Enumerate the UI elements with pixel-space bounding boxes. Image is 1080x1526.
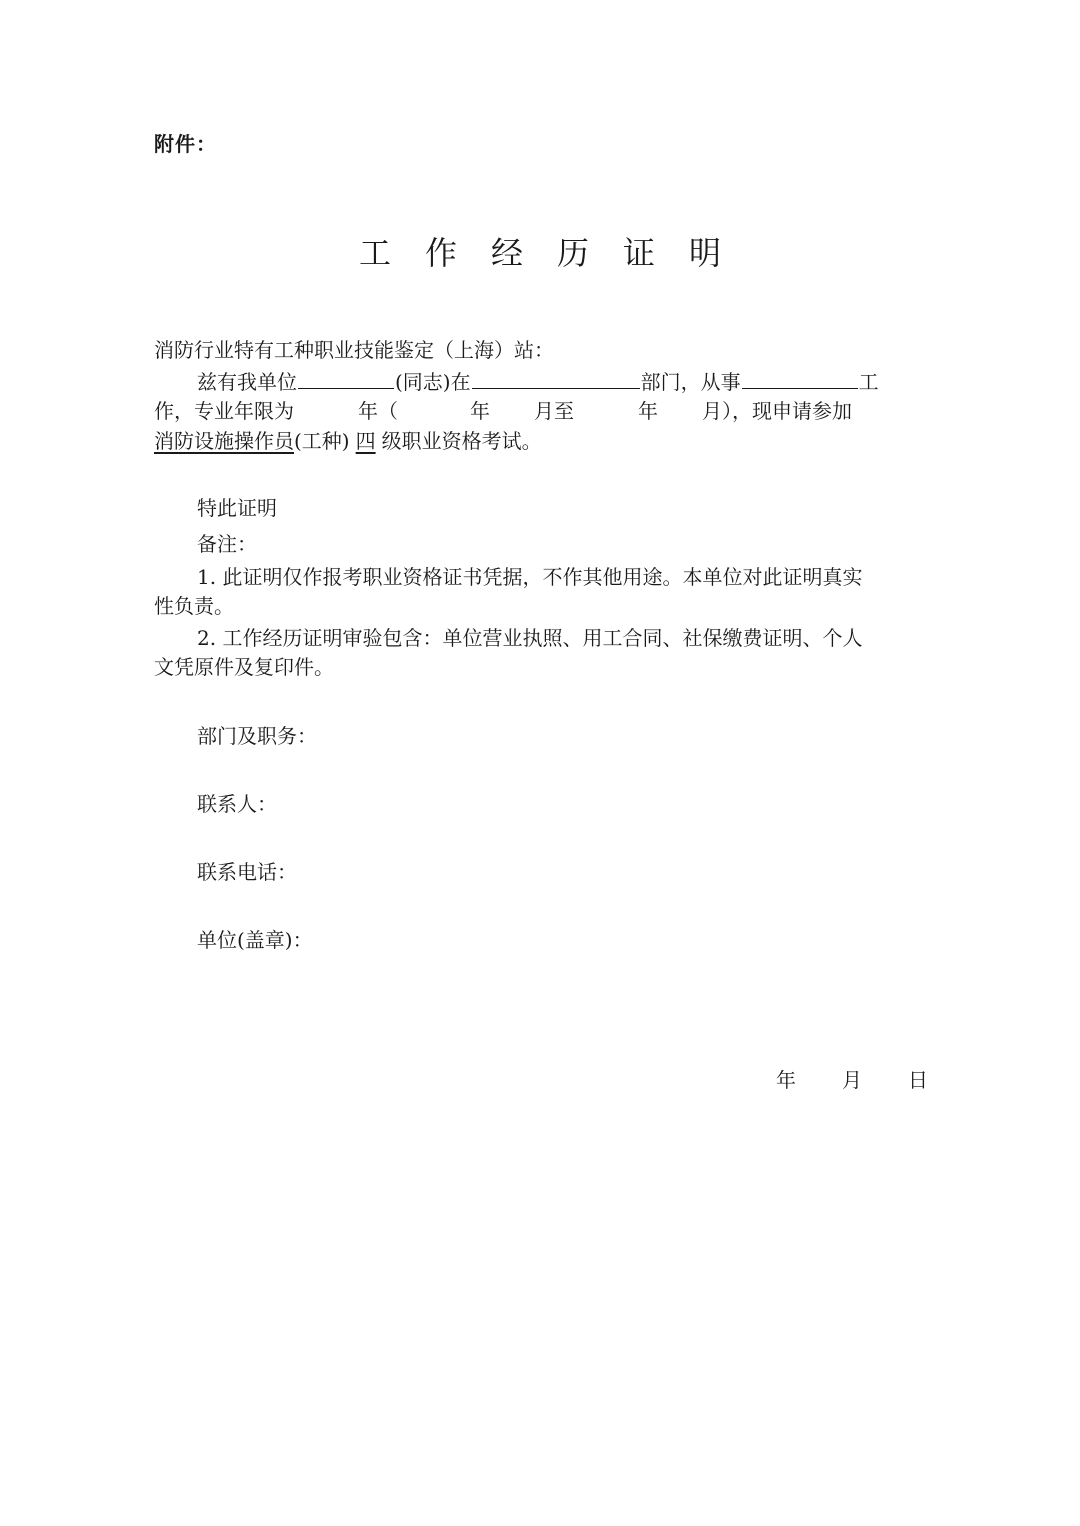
attachment-label: 附件： [154,132,217,156]
unit-seal-field: 单位(盖章)： [197,928,313,952]
body-text: 月至 [534,399,574,423]
note-2-line-2: 文凭原件及复印件。 [154,655,334,679]
work-type-blank[interactable] [742,368,858,389]
department-position-field: 部门及职务： [197,724,317,748]
department-blank[interactable] [472,368,640,389]
body-text: 级职业资格考试。 [381,429,542,453]
body-text: 部门，从事 [640,370,741,394]
body-line-3 [154,427,542,455]
body-line-2 [154,397,852,425]
note-1-line-2: 性负责。 [154,594,234,618]
body-text: 年 [638,399,658,423]
contact-phone-field: 联系电话： [197,860,297,884]
document-title: 工作经历证明 [358,234,755,272]
notes-label: 备注： [197,532,257,556]
certify-text: 特此证明 [197,496,277,520]
body-line-1 [197,368,879,396]
body-text: 月），现申请参加 [702,399,852,423]
date-day: 日 [908,1068,928,1092]
body-text: 年 [470,399,490,423]
name-blank[interactable] [298,368,394,389]
level-value: 四 [355,429,376,453]
contact-person-field: 联系人： [197,792,277,816]
body-text: (同志)在 [395,370,471,394]
body-text: 兹有我单位 [197,370,297,394]
body-text: (工种) [294,429,350,453]
note-2-line-1: 2. 工作经历证明审验包含：单位营业执照、用工合同、社保缴费证明、个人 [197,626,863,650]
body-text: 作，专业年限为 [154,399,294,423]
job-title: 消防设施操作员 [154,429,294,453]
body-text: 工 [858,370,879,394]
note-1-line-1: 1. 此证明仅作报考职业资格证书凭据，不作其他用途。本单位对此证明真实 [197,565,863,589]
body-text: 年（ [358,399,398,423]
date-line [776,1064,928,1093]
addressee: 消防行业特有工种职业技能鉴定（上海）站： [154,338,554,362]
date-month: 月 [842,1068,862,1092]
date-year: 年 [776,1068,796,1092]
